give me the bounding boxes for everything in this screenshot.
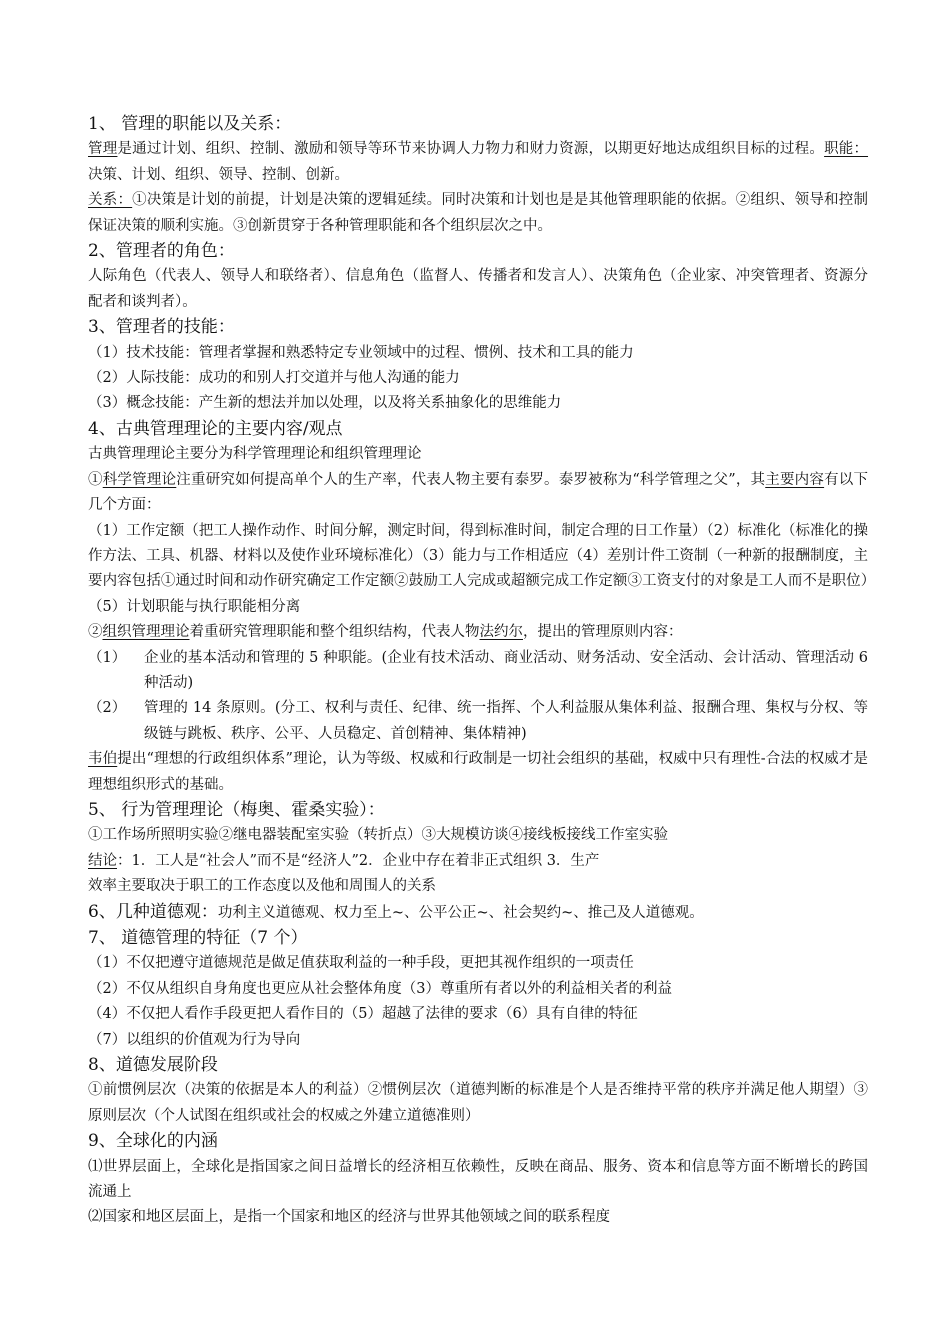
paragraph-manager-roles: 人际角色（代表人、领导人和联络者）、信息角色（监督人、传播者和发言人）、决策角色（企业家、冲突管理者、资源分配者和谈判者）。 xyxy=(88,268,868,310)
paragraph-moral-stages: ①前惯例层次（决策的依据是本人的利益）②惯例层次（道德判断的标准是个人是否维持平常的秩序并满足他人期望）③原则层次（个人试图在组织或社会的权威之外建立道德准则） xyxy=(88,1082,868,1124)
paragraph-scientific-management: ①科学管理论注重研究如何提高单个人的生产率，代表人物主要有泰罗。泰罗被称为“科学管理之父”，其主要内容有以下几个方面： xyxy=(88,471,869,514)
heading-9: 9、全球化的内涵 xyxy=(88,1131,218,1152)
term-scientific-management: 科学管理论 xyxy=(102,471,177,488)
list-item-number: （2） xyxy=(88,700,127,717)
list-item xyxy=(88,696,868,747)
heading-6: 6、几种道德观： xyxy=(88,901,218,922)
term-weber: 韦伯 xyxy=(88,751,118,768)
list-item-text: 管理的 14 条原则。(分工、权利与责任、纪律、统一指挥、个人利益服从集体利益、报酬合理、集权与分权、等级链与跳板、秩序、公平、人员稳定、首创精神、集体精神) xyxy=(144,700,868,742)
paragraph-management-definition: 管理是通过计划、组织、控制、激励和领导等环节来协调人力物力和财力资源，以期更好地达成组织目标的过程。职能：决策、计划、组织、领导、控制、创新。 xyxy=(88,141,869,183)
term-main-content: 主要内容 xyxy=(765,471,825,488)
term-conclusion: 结论 xyxy=(88,852,117,869)
term-functions: 职能： xyxy=(824,141,869,158)
paragraph-organization-management: ②组织管理理论着重研究管理职能和整个组织结构，代表人物法约尔，提出的管理原则内容： xyxy=(88,624,683,641)
heading-8: 8、道德发展阶段 xyxy=(88,1055,218,1076)
term-management: 管理 xyxy=(88,141,118,158)
ethics-feature-item: （7）以组织的价值观为行为导向 xyxy=(88,1031,301,1048)
heading-5: 5、 行为管理理论（梅奥、霍桑实验）： xyxy=(88,799,385,820)
term-relationship: 关系： xyxy=(88,192,133,209)
paragraph-relationship: 关系：①决策是计划的前提，计划是决策的逻辑延续。同时决策和计划也是是其他管理职能的依据。②组织、领导和控制保证决策的顺利实施。③创新贯穿于各种管理职能和各个组织层次之中。 xyxy=(88,192,869,234)
conclusion-line: 结论：1．工人是“社会人”而不是“经济人”2．企业中存在着非正式组织 3．生产 xyxy=(88,852,600,869)
paragraph-scientific-list: （1）工作定额（把工人操作动作、时间分解，测定时间，得到标准时间，制定合理的日工作量）（2）标准化（标准化的操作方法、工具、机器、材料以及使作业环境标准化）（3）能力与工作相适应（4）差别计件工资制（一种新的报酬制度，主要内容包括①通过时间和动作研究确定工作定额②鼓励工人完成或超额完成工作定额③工资支付的对象是工人而不是职位）（5）计划职能与执行职能相分离 xyxy=(88,522,868,615)
heading-3: 3、管理者的技能： xyxy=(88,317,235,338)
list-item-number: （1） xyxy=(88,649,127,666)
ethics-views: 功利主义道德观、权力至上~、公平公正~、社会契约~、推己及人道德观。 xyxy=(217,904,704,921)
skill-item: （1）技术技能：管理者掌握和熟悉特定专业领域中的过程、惯例、技术和工具的能力 xyxy=(88,344,634,361)
skill-item: （3）概念技能：产生新的想法并加以处理，以及将关系抽象化的思维能力 xyxy=(88,395,562,412)
heading-1: 1、 管理的职能以及关系： xyxy=(88,114,292,134)
term-organization-management: 组织管理理论 xyxy=(102,624,190,641)
heading-4: 4、古典管理理论的主要内容/观点 xyxy=(88,418,343,439)
term-fayol: 法约尔 xyxy=(479,624,523,641)
globalization-item: ⑵国家和地区层面上，是指一个国家和地区的经济与世界其他领域之间的联系程度 xyxy=(88,1209,610,1226)
list-item xyxy=(88,646,868,697)
ethics-feature-item: （4）不仅把人看作手段更把人看作目的（5）超越了法律的要求（6）具有自律的特征 xyxy=(88,1006,638,1023)
section-6-line xyxy=(88,900,868,926)
ethics-feature-item: （2）不仅从组织自身角度也更应从社会整体角度（3）尊重所有者以外的利益相关者的利益 xyxy=(88,980,672,997)
document-page xyxy=(88,112,868,1231)
heading-7: 7、 道德管理的特征（7 个） xyxy=(88,928,308,948)
hawthorne-experiments: ①工作场所照明实验②继电器装配室实验（转折点）③大规模访谈④接线板接线工作室实验 xyxy=(88,827,668,844)
classical-theory-intro: 古典管理理论主要分为科学管理理论和组织管理理论 xyxy=(88,446,422,463)
heading-2: 2、管理者的角色： xyxy=(88,241,235,262)
ethics-feature-item: （1）不仅把遵守道德规范是做足值获取利益的一种手段，更把其视作组织的一项责任 xyxy=(88,955,634,972)
conclusion-continued: 效率主要取决于职工的工作态度以及他和周围人的关系 xyxy=(88,878,436,895)
globalization-item: ⑴世界层面上，全球化是指国家之间日益增长的经济相互依赖性，反映在商品、服务、资本和信息等方面不断增长的跨国流通上 xyxy=(88,1158,868,1201)
skill-item: （2）人际技能：成功的和别人打交道并与他人沟通的能力 xyxy=(88,370,460,387)
list-item-text: 企业的基本活动和管理的 5 种职能。(企业有技术活动、商业活动、财务活动、安全活动、会计活动、管理活动 6 种活动) xyxy=(144,649,868,691)
paragraph-weber: 韦伯提出“理想的行政组织体系”理论，认为等级、权威和行政制是一切社会组织的基础，权威中只有理性-合法的权威才是理想组织形式的基础。 xyxy=(88,751,868,793)
